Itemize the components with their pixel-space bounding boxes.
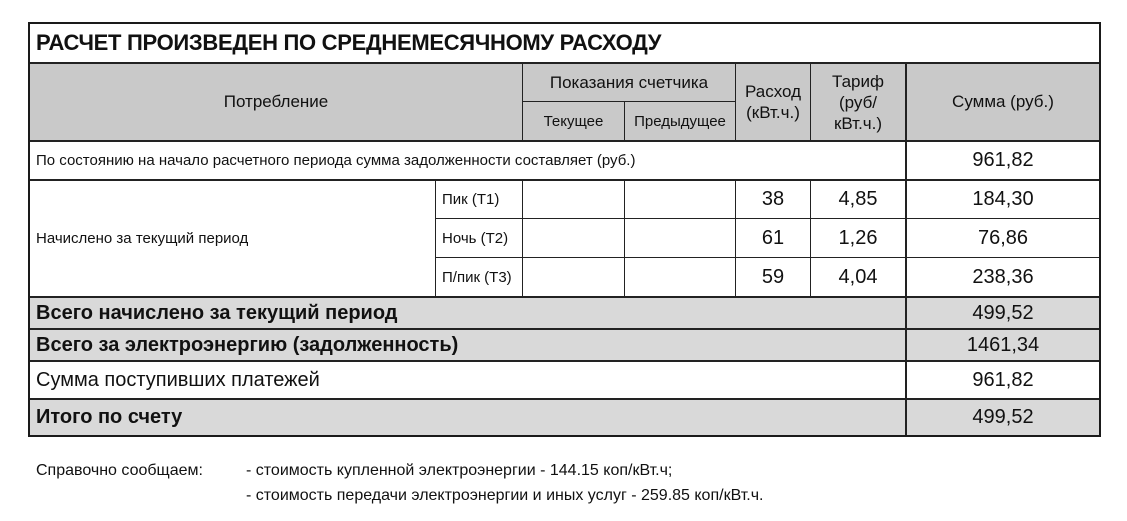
header-consumption: Потребление (30, 62, 522, 140)
invoice-total-label: Итого по счету (30, 398, 905, 435)
header-tariff (810, 62, 905, 140)
header-usage (735, 62, 810, 140)
previous-t3 (624, 257, 735, 296)
header-current: Текущее (522, 101, 624, 140)
previous-t2 (624, 218, 735, 257)
zone-t3: П/пик (Т3) (435, 257, 522, 296)
current-t3 (522, 257, 624, 296)
payments-amount: 961,82 (905, 360, 1099, 398)
tariff-t1: 4,85 (810, 179, 905, 218)
opening-debt-label: По состоянию на начало расчетного периода сумма задолженности составляет (руб.) (30, 140, 905, 179)
sum-t3: 238,36 (905, 257, 1099, 296)
header-tariff-line2: (руб/ (838, 92, 878, 112)
header-usage-line2: (кВт.ч.) (746, 103, 800, 122)
header-usage-line1: Расход (744, 82, 802, 101)
zone-t1: Пик (Т1) (435, 179, 522, 218)
header-previous: Предыдущее (624, 101, 735, 140)
total-accrued-label: Всего начислено за текущий период (30, 296, 905, 328)
table-title: РАСЧЕТ ПРОИЗВЕДЕН ПО СРЕДНЕМЕСЯЧНОМУ РАСХОДУ (36, 30, 662, 55)
current-t2 (522, 218, 624, 257)
usage-t2: 61 (735, 218, 810, 257)
header-sum: Сумма (руб.) (905, 62, 1099, 140)
sum-t2: 76,86 (905, 218, 1099, 257)
total-accrued-amount: 499,52 (905, 296, 1099, 328)
invoice-total-amount: 499,52 (905, 398, 1099, 435)
total-electricity-label: Всего за электроэнергию (задолженность) (30, 328, 905, 360)
header-tariff-line1: Тариф (831, 71, 884, 91)
opening-debt-amount: 961,82 (905, 140, 1099, 179)
header-tariff-line3: кВт.ч.) (833, 113, 883, 133)
header-meter-readings: Показания счетчика (522, 62, 735, 101)
tariff-t3: 4,04 (810, 257, 905, 296)
total-electricity-amount: 1461,34 (905, 328, 1099, 360)
notes-line2: - стоимость передачи электроэнергии и иных услуг - 259.85 коп/кВт.ч. (246, 487, 764, 504)
zone-t2: Ночь (Т2) (435, 218, 522, 257)
accrued-label: Начислено за текущий период (30, 179, 435, 296)
usage-t3: 59 (735, 257, 810, 296)
billing-table (28, 22, 1101, 437)
sum-t1: 184,30 (905, 179, 1099, 218)
usage-t1: 38 (735, 179, 810, 218)
tariff-t2: 1,26 (810, 218, 905, 257)
current-t1 (522, 179, 624, 218)
notes-prefix: Справочно сообщаем: (36, 462, 203, 479)
notes-line1: - стоимость купленной электроэнергии - 144.15 коп/кВт.ч; (246, 462, 673, 479)
payments-label: Сумма поступивших платежей (30, 360, 905, 398)
previous-t1 (624, 179, 735, 218)
